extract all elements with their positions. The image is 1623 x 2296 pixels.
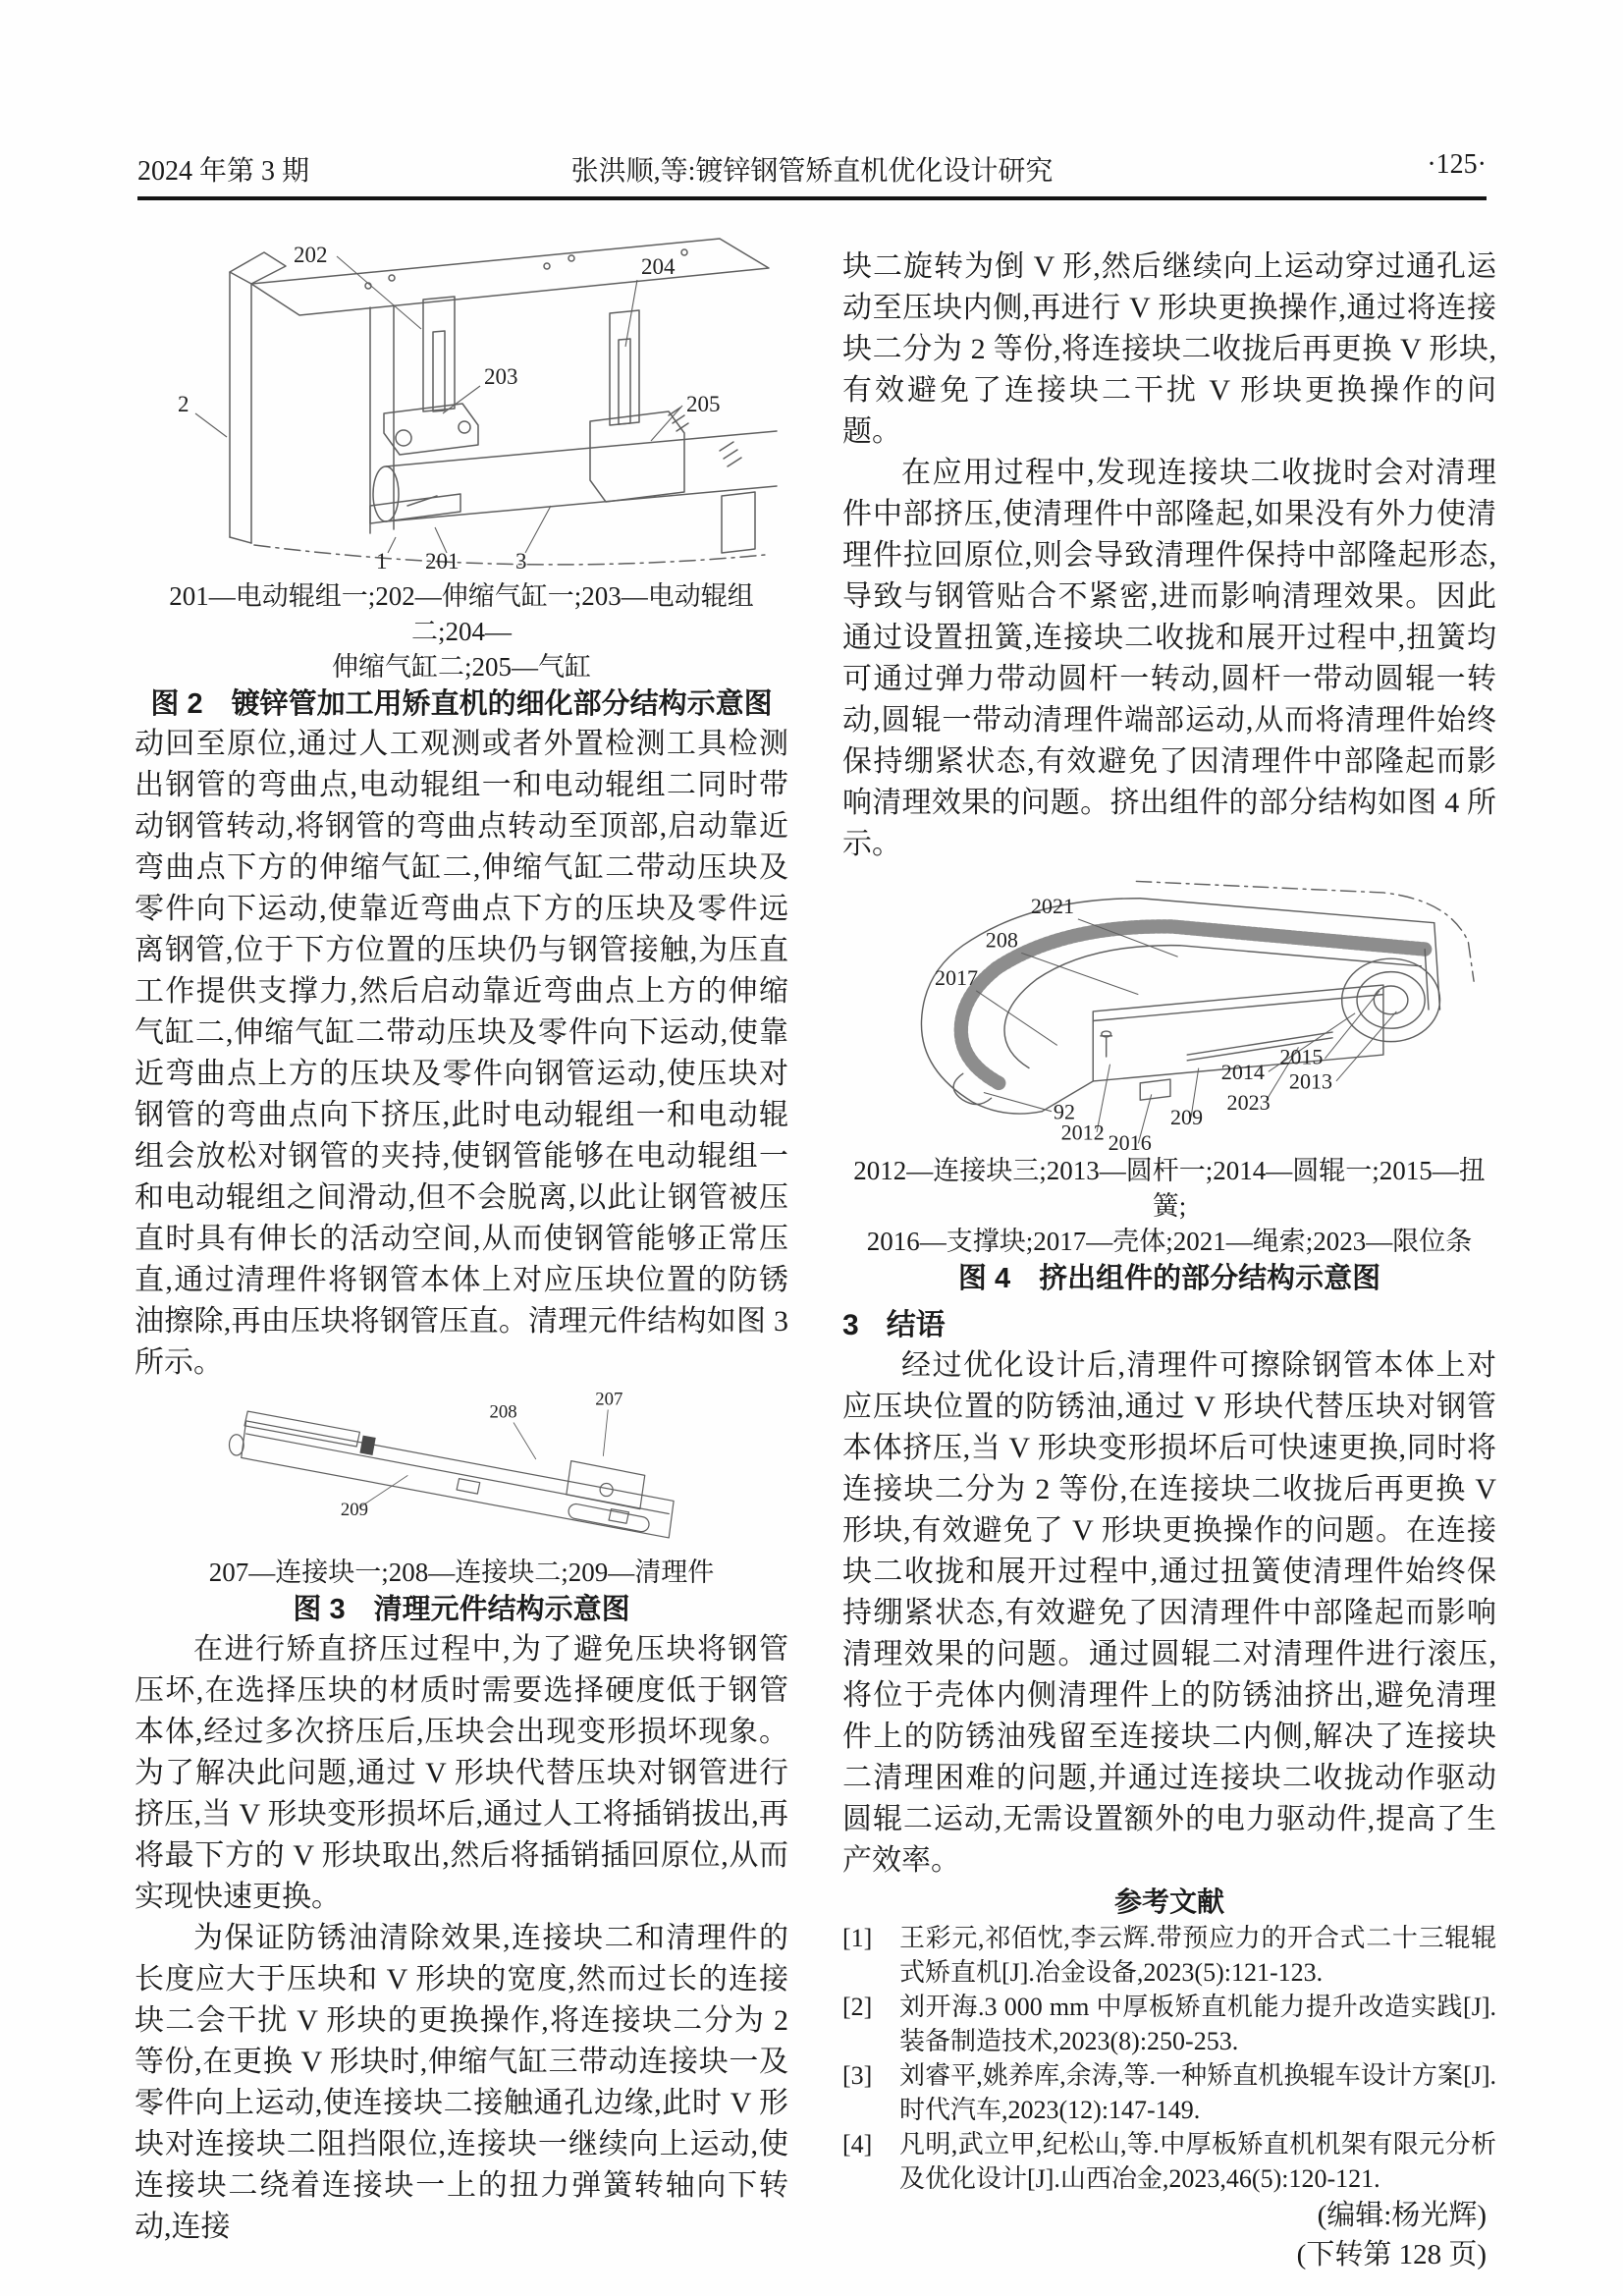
paragraph-continuation: 块二旋转为倒 V 形,然后继续向上运动穿过通孔运动至压块内侧,再进行 V 形块更换操作,通过将连接块二分为 2 等份,将连接块二收拢后再更换 V 形块,有效避免了连接块二干扰 V 形块更换操作的问题。 <box>842 250 1496 448</box>
figure4-drawing <box>842 868 1496 1151</box>
fig4-label: 2016 <box>1108 1130 1152 1151</box>
fig3-label: 209 <box>340 1500 368 1521</box>
reference-number: [2] <box>842 1993 873 2021</box>
section-title: 结语 <box>886 1309 946 1341</box>
reference-text: 刘睿平,姚养库,余涛,等.一种矫直机换辊车设计方案[J].时代汽车,2023(12):147-149. <box>899 2061 1496 2124</box>
reference-item <box>842 1990 1496 2058</box>
section-number: 3 <box>842 1309 859 1341</box>
fig2-label: 204 <box>641 254 676 279</box>
figure4-title: 图 4 挤出组件的部分结构示意图 <box>957 1263 1381 1294</box>
conclusion-paragraph: 经过优化设计后,清理件可擦除钢管本体上对应压块位置的防锈油,通过 V 形块代替压块对钢管本体挤压,当 V 形块变形损坏后可快速更换,同时将连接块二分为 2 等份,在连接块二收拢后再更换 V 形块,有效避免了 V 形块更换操作的问题。在连接块二收拢和展开过程中,通过扭簧使清理件始终保持绷紧状态,有效避免了因清理件中部隆起而影响清理效果的问题。通过圆辊二对清理件进行滚压,将位于壳体内侧清理件上的防锈油挤出,避免清理件上的防锈油残留至连接块二内侧,解决了连接块二清理困难的问题,并通过连接块二收拢动作驱动圆辊二运动,无需设置额外的电力驱动件,提高了生产效率。 <box>842 1349 1496 1877</box>
fig4-label: 209 <box>1169 1105 1204 1130</box>
fig4-label: 2017 <box>934 965 979 991</box>
paragraph-rust-oil: 为保证防锈油清除效果,连接块二和清理件的长度应大于压块和 V 形块的宽度,然而过长的连接块二会干扰 V 形块的更换操作,将连接块二分为 2 等份,在更换 V 形块时,伸缩气缸三带动连接块一及零件向上运动,使连接块二接触通孔边缘,此时 V 形块对连接块二阻挡限位,连接块一继续向上运动,使连接块二绕着连接块一上的扭力弹簧转轴向下转动,连接 <box>135 1922 788 2243</box>
paragraph-v-block: 在进行矫直挤压过程中,为了避免压块将钢管压坏,在选择压块的材质时需要选择硬度低于钢管本体,经过多次挤压后,压块会出现变形损坏现象。为了解决此问题,通过 V 形块代替压块对钢管进行挤压,当 V 形块变形损坏后,通过人工将插销拔出,再将最下方的 V 形块取出,然后将插销插回原位,从而实现快速更换。 <box>135 1633 788 1913</box>
fig2-label: 205 <box>686 392 721 416</box>
page-header <box>137 149 1487 189</box>
figure3-title: 图 3 清理元件结构示意图 <box>293 1594 630 1625</box>
fig2-label: 1 <box>376 549 388 574</box>
fig4-label: 2021 <box>1030 894 1075 919</box>
figure4-parts-caption <box>842 1153 1496 1259</box>
journal-issue: 2024 年第 3 期 <box>137 156 310 187</box>
left-column <box>135 209 788 2248</box>
continued-note: (下转第 128 页) <box>1296 2239 1487 2270</box>
caption-line: 2016—支撑块;2017—壳体;2021—绳索;2023—限位条 <box>866 1227 1473 1256</box>
fig3-label: 208 <box>489 1401 517 1423</box>
fig4-label: 2023 <box>1226 1089 1271 1115</box>
fig4-label: 2014 <box>1220 1060 1265 1085</box>
reference-text: 凡明,武立甲,纪松山,等.中厚板矫直机机架有限元分析及优化设计[J].山西冶金,2023,46(5):120-121. <box>899 2130 1496 2193</box>
fig4-label: 92 <box>1053 1099 1075 1124</box>
header-divider <box>137 196 1487 200</box>
section-3-heading <box>842 1306 1496 1345</box>
fig2-label: 202 <box>294 243 328 267</box>
fig2-label: 203 <box>484 364 518 389</box>
reference-number: [3] <box>842 2061 873 2090</box>
fig2-label: 3 <box>515 549 527 574</box>
fig4-label: 2015 <box>1279 1044 1324 1069</box>
figure3-drawing <box>135 1386 788 1551</box>
figure3-parts-caption: 207—连接块一;208—连接块二;209—清理件 <box>208 1558 715 1587</box>
right-column <box>842 246 1496 2274</box>
running-title: 张洪顺,等:镀锌钢管矫直机优化设计研究 <box>570 156 1054 187</box>
fig4-label: 208 <box>985 927 1018 953</box>
reference-number: [4] <box>842 2130 873 2159</box>
reference-text: 刘开海.3 000 mm 中厚板矫直机能力提升改造实践[J].装备制造技术,2023(8):250-253. <box>899 1993 1496 2055</box>
reference-item <box>842 2127 1496 2196</box>
caption-line: 2012—连接块三;2013—圆杆一;2014—圆辊一;2015—扭簧; <box>853 1156 1486 1221</box>
reference-text: 王彩元,祁佰忱,李云辉.带预应力的开合式二十三辊辊式矫直机[J].冶金设备,2023(5):121-123. <box>899 1924 1496 1987</box>
references-heading: 参考文献 <box>1113 1886 1224 1917</box>
caption-line: 伸缩气缸二;205—气缸 <box>331 652 591 682</box>
fig4-label: 2012 <box>1060 1120 1105 1145</box>
fig2-label: 2 <box>178 392 189 416</box>
paragraph-application: 在应用过程中,发现连接块二收拢时会对清理件中部挤压,使清理件中部隆起,如果没有外力使清理件拉回原位,则会导致清理件保持中部隆起形态,导致与钢管贴合不紧密,进而影响清理效果。因此通过设置扭簧,连接块二收拢和展开过程中,扭簧均可通过弹力带动圆杆一转动,圆杆一带动圆辊一转动,圆辊一带动清理件端部运动,从而将清理件始终保持绷紧状态,有效避免了因清理件中部隆起而影响清理效果的问题。挤出组件的部分结构如图 4 所示。 <box>842 457 1496 860</box>
reference-item <box>842 1921 1496 1990</box>
figure2-title: 图 2 镀锌管加工用矫直机的细化部分结构示意图 <box>150 688 773 720</box>
figure2-drawing <box>135 209 788 574</box>
reference-number: [1] <box>842 1924 873 1952</box>
fig2-label: 201 <box>425 549 460 574</box>
figure2-parts-caption <box>135 578 788 684</box>
caption-line: 201—电动辊组一;202—伸缩气缸一;203—电动辊组二;204— <box>169 581 754 646</box>
reference-item <box>842 2058 1496 2127</box>
fig4-label: 2013 <box>1288 1068 1333 1094</box>
editor-note: (编辑:杨光辉) <box>1317 2200 1487 2231</box>
page-number: ·125· <box>1427 149 1487 180</box>
paragraph-continuation: 动回至原位,通过人工观测或者外置检测工具检测出钢管的弯曲点,电动辊组一和电动辊组二同时带动钢管转动,将钢管的弯曲点转动至顶部,启动靠近弯曲点下方的伸缩气缸二,伸缩气缸二带动压块及零件向下运动,使靠近弯曲点下方的压块及零件远离钢管,位于下方位置的压块仍与钢管接触,为压直工作提供支撑力,然后启动靠近弯曲点上方的伸缩气缸二,伸缩气缸二带动压块及零件向下运动,使靠近弯曲点上方的压块及零件向钢管运动,使压块对钢管的弯曲点向下挤压,此时电动辊组一和电动辊组会放松对钢管的夹持,使钢管能够在电动辊组一和电动辊组之间滑动,但不会脱离,以此让钢管被压直时具有伸长的活动空间,从而使钢管能够正常压直,通过清理件将钢管本体上对应压块位置的防锈油擦除,再由压块将钢管压直。清理元件结构如图 3 所示。 <box>135 728 788 1379</box>
fig3-label: 207 <box>595 1389 623 1410</box>
